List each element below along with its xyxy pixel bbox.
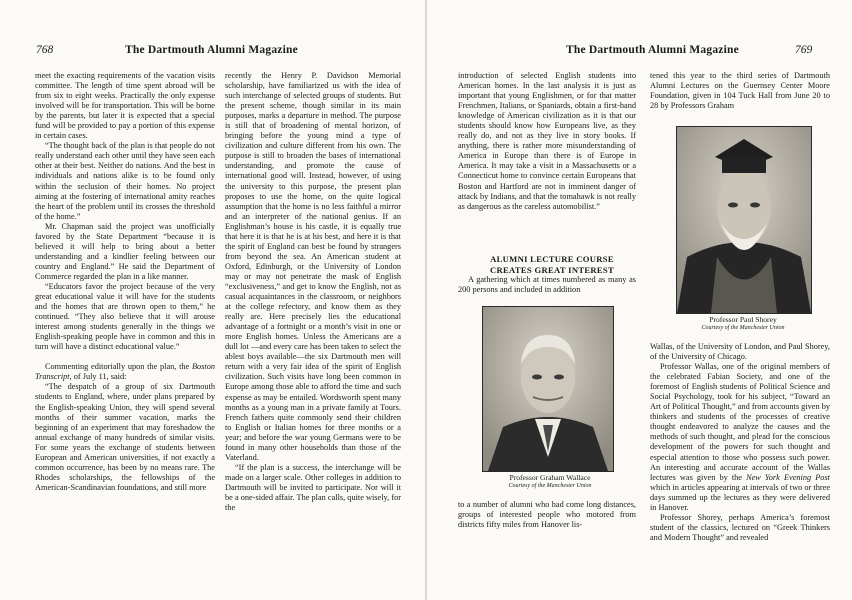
portrait-photo-icon <box>677 127 811 313</box>
paragraph: A gathering which at times numbered as many as 200 persons and included in addition <box>458 275 636 294</box>
paragraph <box>35 362 215 382</box>
newspaper-title: New York Evening Post <box>746 472 830 482</box>
right-page-number: 769 <box>795 44 813 56</box>
portrait-photo-icon <box>483 307 613 471</box>
left-page-number: 768 <box>36 44 54 56</box>
right-column-4-bottom <box>650 342 830 592</box>
paragraph: Professor Shorey, perhaps America’s foremost student of the classics, lectured on “Greek Thinkers and Modern Thought” and revealed <box>650 512 830 542</box>
text-run: which in articles appearing at intervals of two or three days summed up the lectures as they were delivered in Hanover. <box>650 482 830 512</box>
caption-graham-wallace <box>470 473 630 491</box>
caption-credit: Courtesy of the Manchester Union <box>701 325 785 331</box>
article-heading-line: CREATES GREAT INTEREST <box>489 264 615 275</box>
left-column-1 <box>35 71 215 591</box>
paragraph: introduction of selected English students into American homes. In the last analysis it is just as important that young Englishmen, or for that matter Frenchmen, Italians, or Spaniards, obtain a first-hand knowledge of American civilization as it is that our students should know how Europeans live, as they really do, and not as they live in story books. If anything, there is rather more misunderstanding of America in Europe than there is of Europe in America. It may take a visit in a Massachusetts or a Connecticut home to convince certain Europeans that Boston and Hartford are not in imminent danger of attack by Indians, and that the tomahawk is not really as dangerous as the careless automobilist.” <box>458 71 636 211</box>
paragraph: tened this year to the third series of Dartmouth Alumni Lectures on the Guernsey Center Moore Foundation, given in 104 Tuck Hall from June 20 to 28 by Professors Graham <box>650 71 830 111</box>
paragraph: meet the exacting requirements of the vacation visits committee. The length of time spent abroad will be from six to eight weeks. Practically the only expense involved will be for transportation. This will be borne by the parents, but later it is expected that a special fund will be provided to pay a portion of this expense in certain cases. <box>35 71 215 141</box>
page-gutter <box>425 0 427 600</box>
paragraph: “If the plan is a success, the interchange will be made on a larger scale. Other colleges in addition to Dartmouth will be invited to participate. Nor will it be a one-sided affair. The plan calls, quite wisely, for the <box>225 462 401 513</box>
photo-paul-shorey <box>676 126 812 314</box>
paragraph: “Educators favor the project because of the very great educational value it will have for the students and the homes that are thrown open to them,” he continued. “They also believe that it will arouse interest among students generally in the things we English-speaking people have in common and this in turn will have a distinct educational value.” <box>35 281 215 352</box>
text-run: , of July 11, said: <box>69 372 127 382</box>
photo-graham-wallace <box>482 306 614 472</box>
caption-name: Professor Paul Shorey <box>709 315 777 324</box>
text-run: Professor Wallas, one of the original members of the celebrated Fabian Society, and one of the foremost of English students of Political Science and Social Psychology, took for his subject, “Toward an Art of Political Thought,” and from accounts given by thinkers and students of the processes of creative thought endeavored to analyze the causes and the methods of such thought, and plead for the conscious development of the powers for such thought and especial attention to those who possess such power. An interesting and accurate account of the Wallas lectures was given by the <box>650 362 830 482</box>
article-heading-block <box>458 254 636 294</box>
caption-paul-shorey <box>668 315 818 333</box>
paragraph: “The thought back of the plan is that people do not really understand each other until they have seen each other at their best. Neither do nations. And the best in individuals and nations alike is to be found only within the seclusion of their homes. No project aiming at the fostering of international amity reaches the heart of the problem until its crosses the threshold of the home.” <box>35 141 215 221</box>
caption-name: Professor Graham Wallace <box>509 473 591 482</box>
right-column-3-top <box>458 71 636 261</box>
paragraph: Mr. Chapman said the project was unofficially favored by the State Department “because it is believed it will help to bring about a better understanding and a kindlier feeling between our country and England.” He said the Department of Commerce regarded the plan in a like manner. <box>35 221 215 281</box>
paragraph: Wallas, of the University of London, and Paul Shorey, of the University of Chicago. <box>650 342 830 362</box>
left-column-2 <box>225 71 401 591</box>
article-heading-line: ALUMNI LECTURE COURSE <box>490 254 614 264</box>
paragraph <box>650 362 830 513</box>
right-running-head: The Dartmouth Alumni Magazine <box>566 44 739 56</box>
text-run: Commenting editorially upon the plan, the <box>45 362 192 372</box>
paragraph: “The despatch of a group of six Dartmouth students to England, where, under plans prepared by the English-speaking Union, they will spend several months of their summer vacation, marks the beginning of an experiment that may foreshadow the annual exchange of many hundreds of similar visits. For some years the exchange of students between European and American universities, if not exactly a common occurrence, has been by no means rare. The Rhodes scholarships, the fellowships of the American-Scandinavian foundations, and still more <box>35 382 215 492</box>
left-running-head: The Dartmouth Alumni Magazine <box>125 44 298 56</box>
right-column-3-bottom <box>458 500 636 540</box>
caption-credit: Courtesy of the Manchester Union <box>508 483 592 489</box>
right-column-4-top <box>650 71 830 111</box>
paragraph: to a number of alumni who had come long distances, groups of interested people who motored from districts fifty miles from Hanover lis- <box>458 500 636 530</box>
paragraph: recently the Henry P. Davidson Memorial scholarship, have familiarized us with the idea of such interchange of selected groups of students. But the present scheme, though similar in its main purposes, marks a departure in method. The purpose is still that of broadening of mental horizon, of bringing before the young mind a type of civilization and culture different from his own. The purpose is still to broaden the bases of international understanding, and promote the cause of international good will. Instead, however, of using the university to this purpose, the present plan proposes to use the home, on the quite logical assumption that the home is no less faithful a mirror and an interpreter of the national genius. If an Englishman’s house is his castle, it is equally true that here it is that he is at his best, and here it is that the spirit of England can best be found by strangers from beyond the sea. An American student at Oxford, Edinburgh, or the University of London may or may not penetrate the mask of English “exclusiveness,” and get to know the English, not as casual acquaintances in the classroom, or neighbors at the college refectory, and know them as they really are. Here precisely lies the educational advantage of a fortnight or a month’s visit in one or more English homes. Unless the Americans are a dull lot —and every care has been taken to select the ablest boys available—the six Dartmouth men will return with a very fair idea of the spirit of English civilization. Such visits have long been common in Europe among those able to afford the time and such expense as may be entailed. Wordsworth spent many months as a young man in a private family at Tours. French fathers quite commonly send their children to English or Italian homes for three months or a year; and before the war young Germans were to be found in many other households than those of the Vaterland. <box>225 71 401 462</box>
newspaper-title: Boston Transcript <box>35 362 215 382</box>
